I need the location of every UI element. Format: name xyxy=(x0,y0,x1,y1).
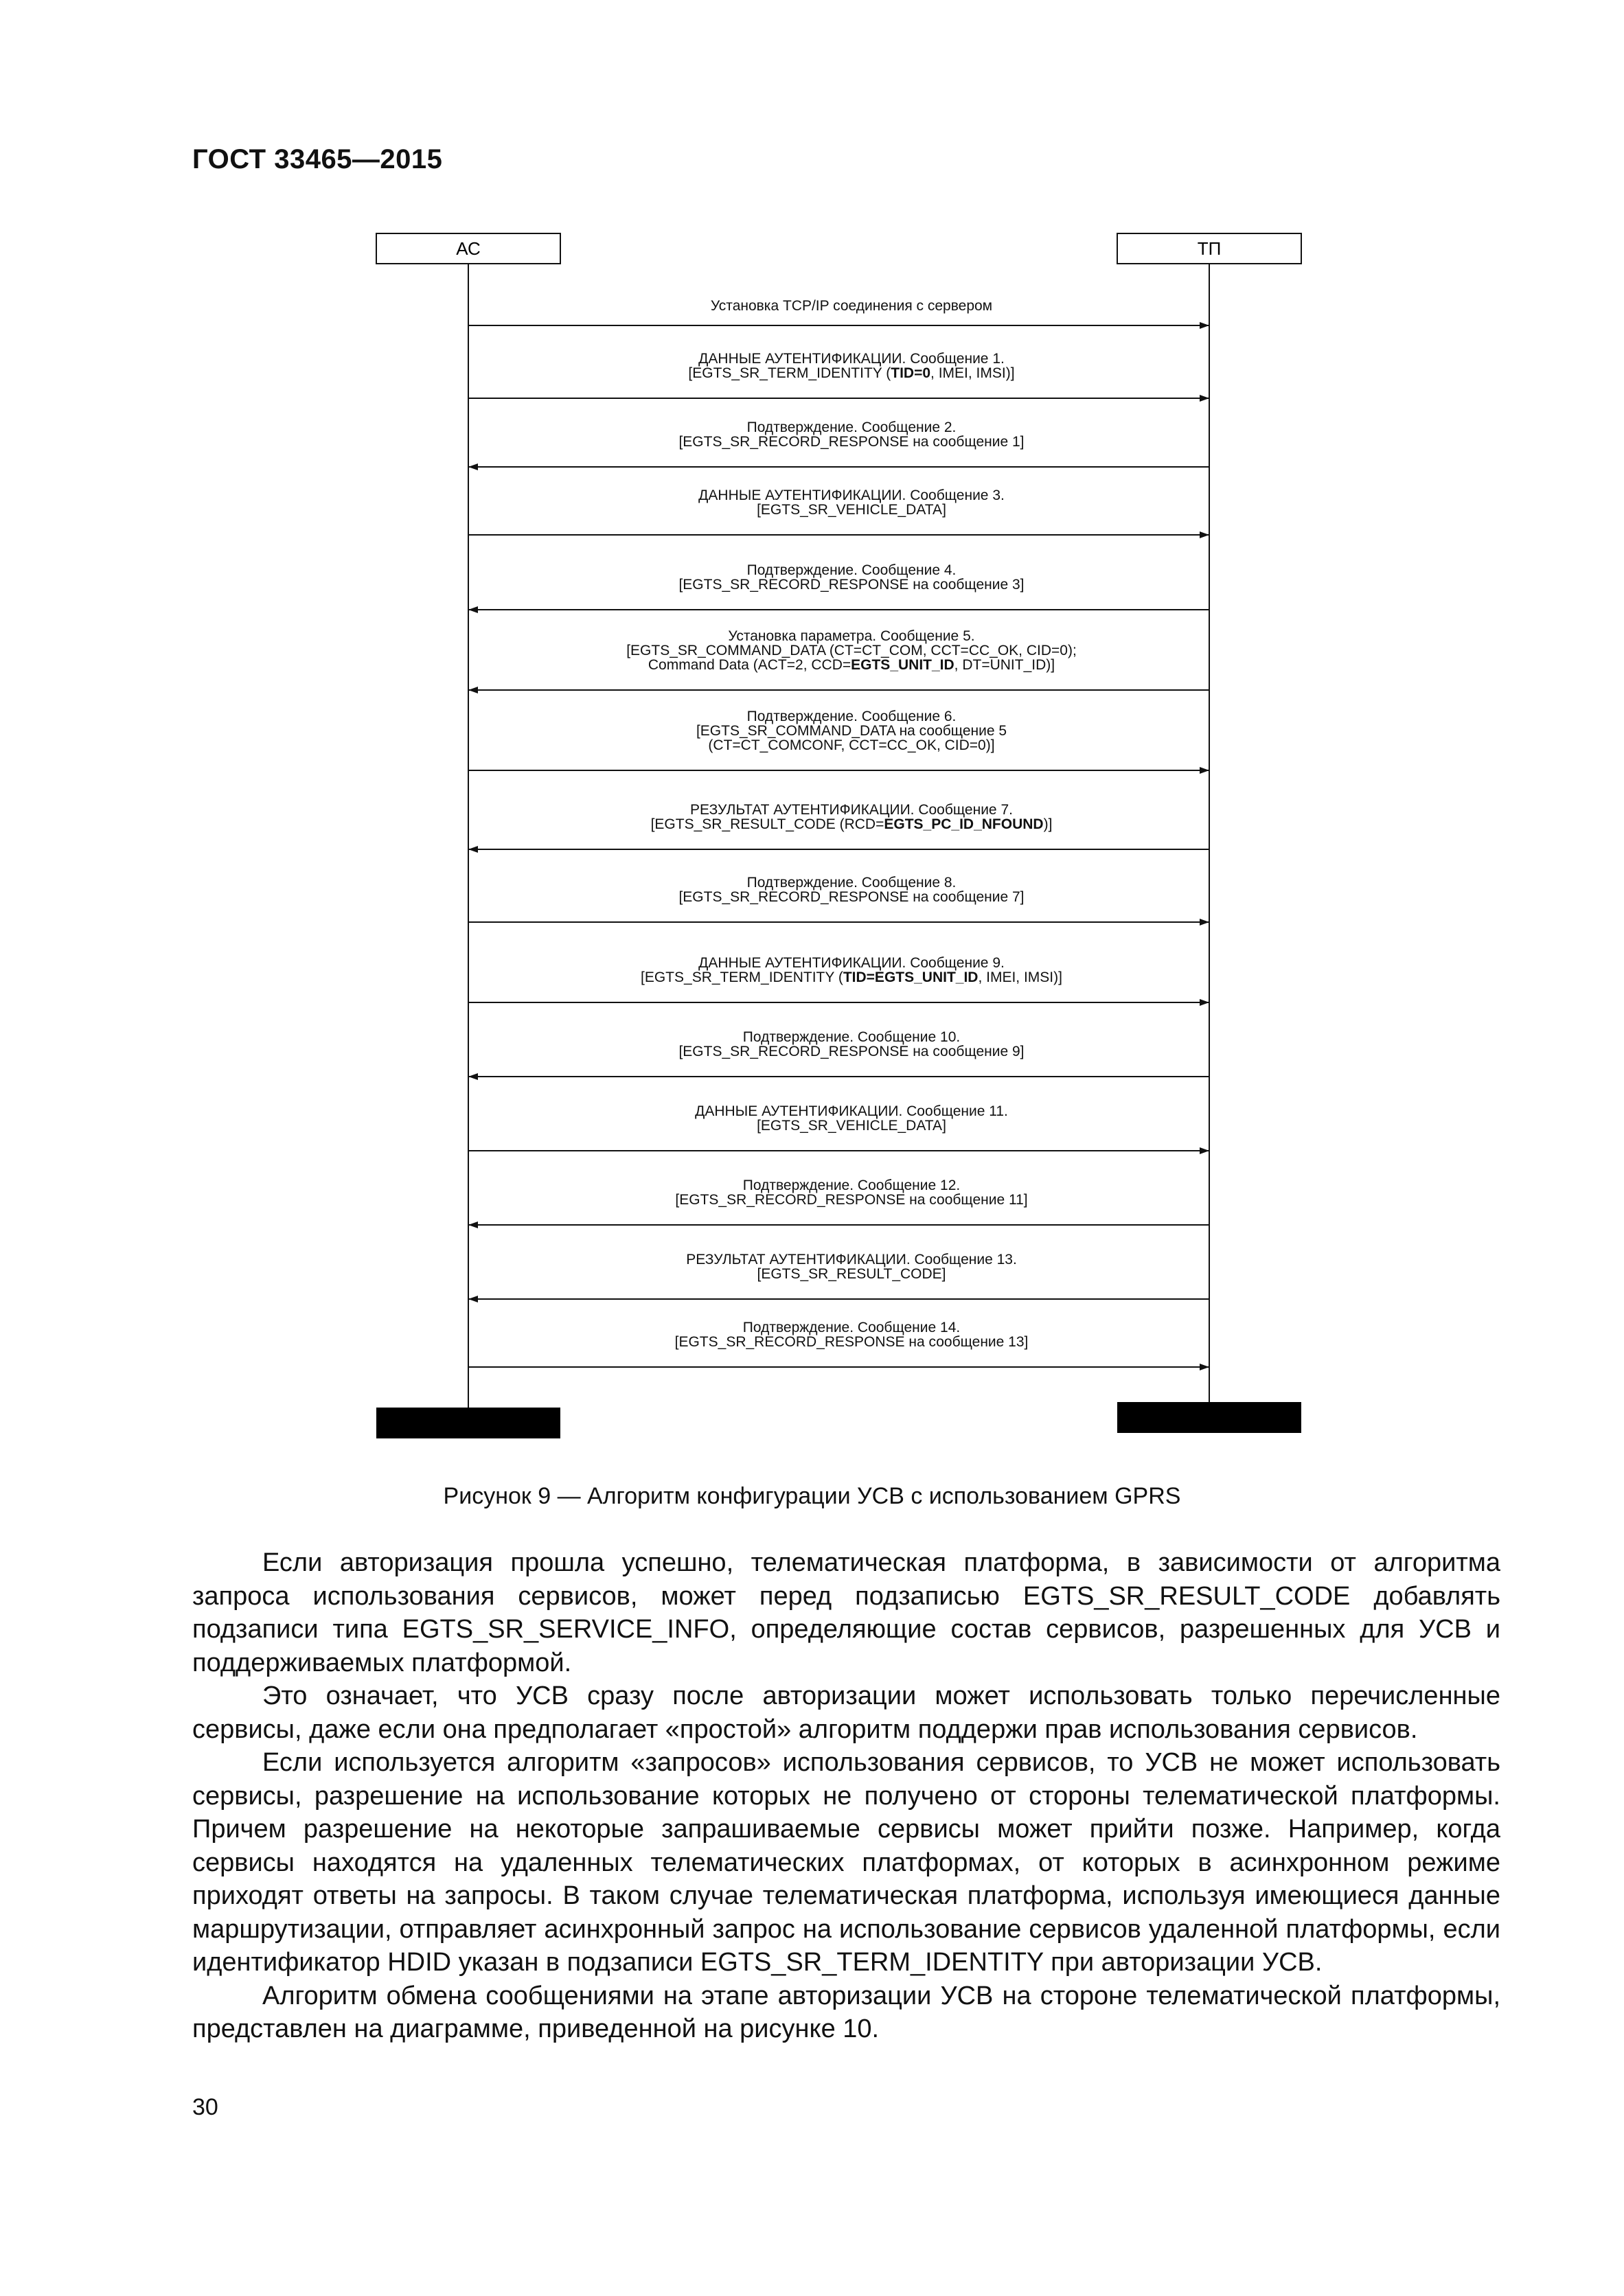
message-label: Подтверждение. Сообщение 14. xyxy=(742,1320,961,1335)
message-10 xyxy=(468,955,1209,1002)
message-label: Подтверждение. Сообщение 10. xyxy=(742,1029,961,1045)
message-4 xyxy=(468,487,1209,535)
actor-left-label: АС xyxy=(456,238,481,259)
message-label: Подтверждение. Сообщение 4. xyxy=(746,562,957,578)
message-label: Подтверждение. Сообщение 6. xyxy=(746,709,957,724)
body-text xyxy=(192,1546,1500,2046)
message-9 xyxy=(468,875,1209,922)
message-label: [EGTS_SR_TERM_IDENTITY (TID=0, IMEI, IMSI)] xyxy=(688,365,1015,381)
message-label: Подтверждение. Сообщение 12. xyxy=(742,1178,961,1193)
message-label: [EGTS_SR_RESULT_CODE] xyxy=(757,1266,946,1282)
message-label: [EGTS_SR_RESULT_CODE (RCD=EGTS_PC_ID_NFOUND)] xyxy=(650,816,1053,832)
message-14 xyxy=(468,1252,1209,1299)
message-label: [EGTS_SR_COMMAND_DATA (CT=CT_COM, CCT=CC_OK, CID=0); xyxy=(626,643,1077,658)
message-2 xyxy=(468,351,1209,398)
message-label: ДАННЫЕ АУТЕНТИФИКАЦИИ. Сообщение 1. xyxy=(698,351,1005,367)
message-6 xyxy=(468,628,1209,690)
paragraph: Если используется алгоритм «запросов» использования сервисов, то УСВ не может использовать сервисы, разрешение на использование которых не получено от стороны телематической платформы. Причем разрешение на некоторые запрашиваемые сервисы может прийти позже. Например, когда сервисы находятся на удаленных телематических платформах, от которых в асинхронном режиме приходят ответы на запросы. В таком случае телематическая платформа, используя имеющиеся данные маршрутизации, отправляет асинхронный запрос на использование сервисов удаленной платформы, если идентификатор HDID указан в подзаписи EGTS_SR_TERM_IDENTITY при авторизации УСВ. xyxy=(192,1748,1500,1977)
message-list xyxy=(468,298,1209,1367)
message-label: [EGTS_SR_RECORD_RESPONSE на сообщение 11] xyxy=(675,1192,1028,1208)
message-label: [EGTS_SR_RECORD_RESPONSE на сообщение 3] xyxy=(678,577,1025,593)
paragraph: Если авторизация прошла успешно, телематическая платформа, в зависимости от алгоритма запроса использования сервисов, может перед подзаписью EGTS_SR_RESULT_CODE добавлять подзаписи типа EGTS_SR_SERVICE_INFO, определяющие состав сервисов, разрешенных для УСВ и поддерживаемых платформой. xyxy=(192,1548,1500,1677)
message-label: Подтверждение. Сообщение 2. xyxy=(746,420,957,435)
page-number: 30 xyxy=(192,2094,218,2120)
document-code: ГОСТ 33465—2015 xyxy=(192,144,443,174)
message-label: Установка параметра. Сообщение 5. xyxy=(728,628,975,644)
message-1 xyxy=(468,298,1209,325)
message-5 xyxy=(468,562,1209,610)
message-12 xyxy=(468,1103,1209,1151)
actor-right xyxy=(1117,233,1301,264)
message-label: [EGTS_SR_RECORD_RESPONSE на сообщение 1] xyxy=(678,434,1025,450)
paragraph: Алгоритм обмена сообщениями на этапе авторизации УСВ на стороне телематической платформы, представлен на диаграмме, приведенной на рисунке 10. xyxy=(192,1981,1500,2043)
message-label: Подтверждение. Сообщение 8. xyxy=(746,875,957,891)
message-label: РЕЗУЛЬТАТ АУТЕНТИФИКАЦИИ. Сообщение 13. xyxy=(686,1252,1017,1267)
message-label: [EGTS_SR_RECORD_RESPONSE на сообщение 9] xyxy=(678,1044,1025,1059)
paragraph: Это означает, что УСВ сразу после авторизации может использовать только перечисленные сервисы, даже если она предполагает «простой» алгоритм поддержи прав использования сервисов. xyxy=(192,1681,1500,1744)
lifeline-end-right xyxy=(1117,1402,1301,1433)
message-7 xyxy=(468,709,1209,770)
actor-right-label: ТП xyxy=(1197,238,1222,259)
message-8 xyxy=(468,802,1209,849)
message-label: (CT=CT_COMCONF, CCT=CC_OK, CID=0)] xyxy=(708,737,995,753)
message-label: [EGTS_SR_VEHICLE_DATA] xyxy=(757,502,946,518)
message-3 xyxy=(468,420,1209,467)
message-15 xyxy=(468,1320,1209,1367)
message-label: ДАННЫЕ АУТЕНТИФИКАЦИИ. Сообщение 11. xyxy=(695,1103,1008,1119)
message-label: РЕЗУЛЬТАТ АУТЕНТИФИКАЦИИ. Сообщение 7. xyxy=(690,802,1013,818)
message-11 xyxy=(468,1029,1209,1077)
message-label: [EGTS_SR_TERM_IDENTITY (TID=EGTS_UNIT_ID, IMEI, IMSI)] xyxy=(641,969,1062,985)
message-label: ДАННЫЕ АУТЕНТИФИКАЦИИ. Сообщение 3. xyxy=(698,487,1005,503)
message-label: [EGTS_SR_RECORD_RESPONSE на сообщение 13] xyxy=(674,1334,1029,1350)
message-13 xyxy=(468,1178,1209,1225)
message-label: [EGTS_SR_VEHICLE_DATA] xyxy=(757,1118,946,1134)
figure-caption: Рисунок 9 — Алгоритм конфигурации УСВ с использованием GPRS xyxy=(443,1483,1181,1509)
message-label: [EGTS_SR_RECORD_RESPONSE на сообщение 7] xyxy=(678,889,1025,905)
message-label: Command Data (ACT=2, CCD=EGTS_UNIT_ID, DT=UNIT_ID)] xyxy=(648,657,1055,673)
lifeline-end-left xyxy=(376,1408,560,1438)
message-label: Установка TCP/IP соединения с сервером xyxy=(710,298,993,314)
message-label: ДАННЫЕ АУТЕНТИФИКАЦИИ. Сообщение 9. xyxy=(698,955,1005,971)
message-label: [EGTS_SR_COMMAND_DATA на сообщение 5 xyxy=(696,723,1007,739)
actor-left xyxy=(376,233,560,264)
